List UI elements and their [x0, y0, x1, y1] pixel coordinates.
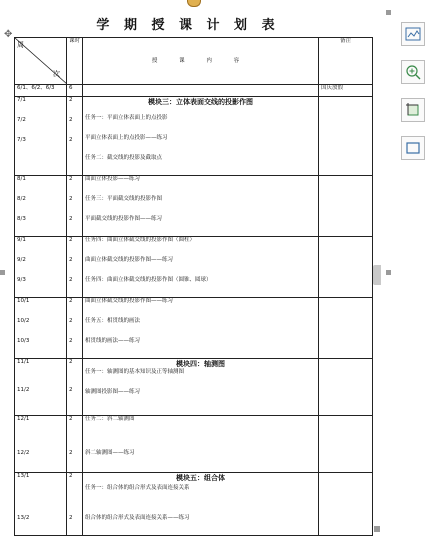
hours-value: 2 [69, 117, 73, 123]
hours-value: 2 [69, 216, 73, 222]
content-line: 斜二轴测图——练习 [85, 450, 135, 456]
border-frame-button[interactable] [401, 136, 425, 160]
resize-handle-left[interactable] [0, 270, 5, 275]
crop-image-button[interactable] [401, 98, 425, 122]
content-cell [83, 176, 319, 237]
holiday-content [83, 85, 319, 97]
layout-options-icon [405, 26, 421, 42]
week-label: 8/1 [17, 176, 26, 182]
holiday-week: 6/1、6/2、6/3 [15, 85, 67, 97]
week-cell [15, 237, 67, 298]
table-row [15, 97, 373, 176]
week-cell [15, 176, 67, 237]
zoom-icon [405, 64, 421, 80]
module-heading: 模块四：轴测图 [176, 360, 225, 368]
hours-cell [67, 176, 83, 237]
content-line: 任务二：斜二轴测图 [85, 416, 135, 422]
side-tab[interactable] [373, 265, 381, 285]
week-label: 10/2 [17, 318, 30, 324]
hours-value: 2 [69, 298, 73, 304]
week-cell [15, 473, 67, 536]
week-label: 9/3 [17, 277, 26, 283]
hours-value: 2 [69, 416, 73, 422]
week-cell [15, 359, 67, 416]
hours-value: 2 [69, 359, 73, 365]
header-row [15, 38, 373, 85]
hours-value: 2 [69, 473, 73, 479]
hours-header: 课时 [67, 38, 83, 85]
content-line: 平面截交线的投影作图——练习 [85, 216, 163, 222]
week-label: 13/1 [17, 473, 30, 479]
notes-cell [319, 416, 373, 473]
hours-value: 2 [69, 450, 73, 456]
week-header-top: 周 [17, 41, 24, 49]
notes-cell [319, 298, 373, 359]
week-label: 11/2 [17, 387, 30, 393]
content-line: 任务四：曲面立体截交线的投影作图（圆锥、圆球） [85, 277, 212, 283]
content-line: 轴测图投影图——练习 [85, 389, 141, 395]
content-line: 曲面立体投影——练习 [85, 176, 141, 182]
content-cell [83, 359, 319, 416]
hours-value: 2 [69, 387, 73, 393]
notes-cell [319, 97, 373, 176]
module-heading: 模块五：组合体 [176, 474, 225, 482]
week-label: 11/1 [17, 359, 30, 365]
hours-cell [67, 97, 83, 176]
page-title: 学 期 授 课 计 划 表 [96, 18, 280, 33]
content-line: 任务二：截交线的投影及截取点 [85, 155, 163, 161]
notes-cell [319, 359, 373, 416]
week-label: 12/2 [17, 450, 30, 456]
resize-handle-bottom-right[interactable] [374, 526, 380, 532]
content-line: 任务三：平面截交线的投影作图 [85, 196, 163, 202]
table-row [15, 298, 373, 359]
hours-cell [67, 416, 83, 473]
zoom-button[interactable] [401, 60, 425, 84]
hours-cell [67, 359, 83, 416]
holiday-row [15, 85, 373, 97]
content-header: 授 课 内 容 [83, 38, 319, 85]
resize-handle-top-right[interactable] [386, 10, 391, 15]
notes-header: 备注 [319, 38, 373, 85]
hours-cell [67, 473, 83, 536]
table-row [15, 359, 373, 416]
content-line: 曲面立体截交线的投影作图——练习 [85, 257, 174, 263]
week-label: 10/1 [17, 298, 30, 304]
week-label: 12/1 [17, 416, 30, 422]
hours-value: 2 [69, 277, 73, 283]
rotate-handle[interactable] [187, 0, 201, 7]
crop-image-icon [405, 102, 421, 118]
teaching-plan-table [14, 37, 373, 536]
week-label: 9/1 [17, 237, 26, 243]
module-heading: 模块三：立体表面交线的投影作图 [148, 98, 253, 106]
content-cell [83, 473, 319, 536]
content-cell [83, 97, 319, 176]
hours-value: 2 [69, 237, 73, 243]
hours-value: 2 [69, 176, 73, 182]
hours-value: 2 [69, 97, 73, 103]
hours-value: 2 [69, 318, 73, 324]
notes-cell [319, 473, 373, 536]
holiday-hours: 6 [67, 85, 83, 97]
hours-value: 2 [69, 338, 73, 344]
week-label: 13/2 [17, 515, 30, 521]
content-line: 平面立体表面上的点投影——练习 [85, 135, 168, 141]
content-line: 任务四：曲面立体截交线的投影作图（圆柱） [85, 237, 196, 243]
table-row [15, 416, 373, 473]
content-line: 相贯线的画法——练习 [85, 338, 141, 344]
content-cell [83, 298, 319, 359]
week-label: 10/3 [17, 338, 30, 344]
table-row [15, 473, 373, 536]
content-line: 任务一：组合体的组合形式及表面连接关系 [85, 485, 190, 491]
week-cell [15, 97, 67, 176]
content-line: 任务一：平面立体表面上的点投影 [85, 115, 168, 121]
hours-cell [67, 237, 83, 298]
hours-cell [67, 298, 83, 359]
hours-value: 2 [69, 515, 73, 521]
content-line: 任务五：相贯线的画法 [85, 318, 141, 324]
move-handle-icon[interactable]: ✥ [4, 29, 13, 40]
border-frame-icon [405, 140, 421, 156]
week-header-cell [15, 38, 67, 85]
hours-value: 2 [69, 257, 73, 263]
week-label: 8/3 [17, 216, 26, 222]
week-header-bottom: 次 [53, 70, 60, 78]
notes-cell [319, 176, 373, 237]
layout-options-button[interactable] [401, 22, 425, 46]
content-line: 任务一：轴测图的基本知识及正等轴测图 [85, 369, 185, 375]
hours-value: 2 [69, 196, 73, 202]
week-label: 9/2 [17, 257, 26, 263]
holiday-notes: 国庆放假 [319, 85, 373, 97]
week-label: 7/3 [17, 137, 26, 143]
content-line: 组合体的组合形式及表面连接关系——练习 [85, 515, 190, 521]
notes-cell [319, 237, 373, 298]
week-label: 8/2 [17, 196, 26, 202]
resize-handle-right[interactable] [386, 270, 391, 275]
content-cell [83, 237, 319, 298]
week-label: 7/2 [17, 117, 26, 123]
table-row [15, 176, 373, 237]
content-line: 曲面立体截交线的投影作图——练习 [85, 298, 174, 304]
week-label: 7/1 [17, 97, 26, 103]
hours-value: 2 [69, 137, 73, 143]
week-cell [15, 298, 67, 359]
table-row [15, 237, 373, 298]
content-cell [83, 416, 319, 473]
week-cell [15, 416, 67, 473]
